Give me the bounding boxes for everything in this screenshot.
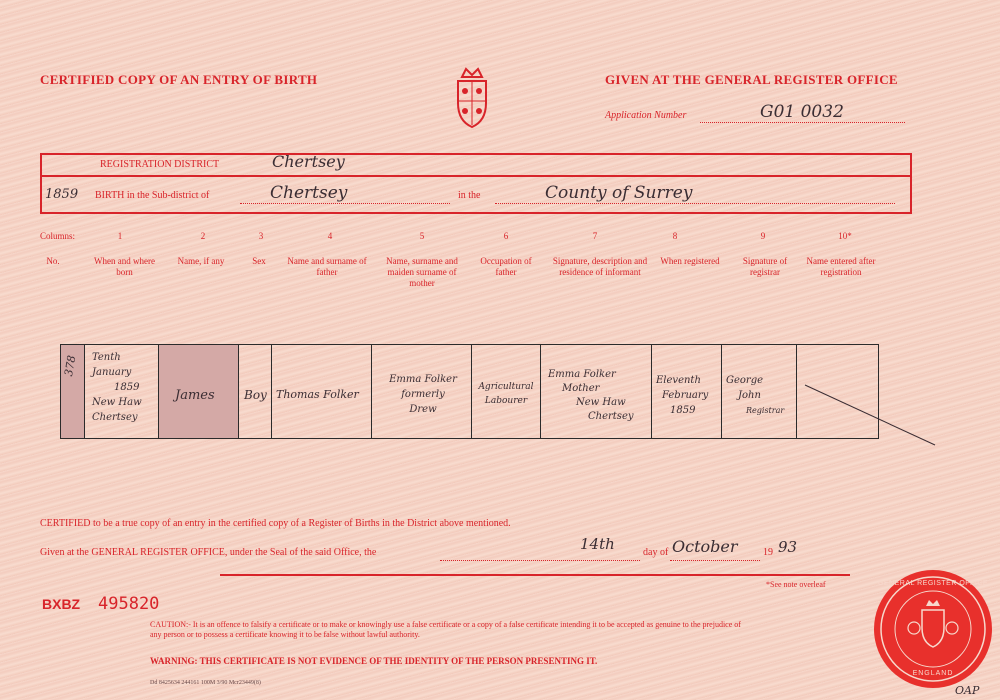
header-when-registered: When registered: [660, 256, 720, 266]
entry-when-where: [92, 350, 158, 425]
month-underline: [670, 560, 760, 561]
registered-year: 1859: [670, 405, 696, 416]
county-value: County of Surrey: [545, 183, 693, 203]
column-number: 6: [503, 231, 509, 241]
columns-label: Columns:: [40, 231, 76, 241]
registration-district-value: Chertsey: [272, 152, 345, 171]
header-name: Name, if any: [177, 256, 225, 266]
mother-formerly: formerly: [401, 389, 445, 400]
signature-line: [220, 574, 850, 576]
column-divider: [796, 344, 797, 439]
column-divider: [540, 344, 541, 439]
day-of-label: day of: [643, 547, 669, 558]
warning-text: WARNING: THIS CERTIFICATE IS NOT EVIDENCE OF THE IDENTITY OF THE PERSON PRESENTING IT.: [150, 656, 598, 666]
entry-bottom-border: [60, 438, 878, 439]
column-divider: [60, 344, 61, 439]
column-number: 10*: [838, 231, 852, 241]
column-divider: [471, 344, 472, 439]
column-divider: [651, 344, 652, 439]
registrar-first-name: George: [726, 375, 764, 386]
header-mother: Name, surname and maiden surname of mother: [386, 256, 458, 288]
header-after-registration: Name entered after registration: [806, 256, 876, 277]
entry-registrar: [726, 373, 796, 418]
header-occupation: Occupation of father: [480, 256, 532, 277]
application-number-value: G01 0032: [760, 102, 844, 122]
header-father: Name and surname of father: [287, 256, 367, 277]
header-when-where-born: When and where born: [94, 256, 155, 277]
entry-registered: [656, 373, 718, 418]
occupation-line: Agricultural: [478, 382, 534, 392]
general-register-office-seal: [874, 570, 992, 688]
entry-name: James: [175, 388, 215, 403]
mother-maiden-name: Drew: [409, 404, 437, 415]
registrar-title: Registrar: [746, 406, 785, 415]
certificate-title: CERTIFIED COPY OF AN ENTRY OF BIRTH: [40, 72, 318, 87]
certification-year: 93: [778, 538, 798, 556]
seal-bottom-text: ENGLAND: [912, 670, 954, 677]
application-underline: [700, 122, 905, 123]
footer-code: Dd 8425634 244161 100M 3/90 Mcr23449(8): [150, 680, 261, 686]
column-number: 9: [760, 231, 766, 241]
column-divider: [238, 344, 239, 439]
column-number: 8: [672, 231, 678, 241]
sub-district-label: BIRTH in the Sub-district of: [95, 190, 210, 201]
informant-relation: Mother: [562, 383, 600, 394]
header-no: No.: [46, 256, 60, 266]
day-underline: [440, 560, 640, 561]
entry-mother: [378, 372, 468, 417]
serial-number: 495820: [98, 594, 160, 614]
column-number: 7: [592, 231, 598, 241]
district-divider: [42, 175, 910, 177]
column-number: 5: [419, 231, 425, 241]
issuer-title: GIVEN AT THE GENERAL REGISTER OFFICE: [605, 72, 898, 87]
birth-year: 1859: [114, 382, 140, 393]
column-divider: [271, 344, 272, 439]
registrar-second-name: John: [738, 390, 761, 401]
informant-name: Emma Folker: [548, 369, 616, 380]
registered-day: Eleventh: [656, 375, 701, 386]
entry-sex: Boy: [244, 388, 267, 402]
birth-month: January: [92, 367, 132, 378]
column-number: 2: [200, 231, 206, 241]
certification-year-prefix: 19: [763, 547, 773, 558]
informant-residence: New Haw: [576, 397, 626, 408]
registration-district-label: REGISTRATION DISTRICT: [100, 159, 220, 170]
column-divider: [371, 344, 372, 439]
column-number: 4: [327, 231, 333, 241]
caution-text: CAUTION:- It is an offence to falsify a certificate or to make or knowingly use a false certificate or a copy of a false certificate intending it to be accepted as genuine to the prejudice of any person or to possess a certificate knowing it to be false without lawful authority.: [150, 620, 741, 639]
column-divider: [84, 344, 85, 439]
column-number: 1: [117, 231, 123, 241]
header-sex: Sex: [252, 256, 266, 266]
corner-mark: OAP: [955, 684, 980, 697]
mother-name: Emma Folker: [389, 374, 457, 385]
entry-father: Thomas Folker: [276, 388, 359, 401]
birth-town: Chertsey: [92, 412, 138, 423]
registered-month: February: [662, 390, 709, 401]
in-the-label: in the: [458, 190, 481, 201]
certification-month: October: [672, 537, 738, 556]
county-underline: [495, 203, 895, 204]
sub-district-value: Chertsey: [270, 183, 348, 203]
certification-day: 14th: [580, 535, 615, 553]
royal-crest-icon: [452, 65, 492, 130]
entry-number-text: 378: [62, 354, 79, 378]
entry-top-border: [60, 344, 878, 345]
column-number: 3: [258, 231, 264, 241]
sub-district-underline: [240, 203, 450, 204]
entry-informant: [548, 368, 648, 424]
certified-statement: CERTIFIED to be a true copy of an entry in the certified copy of a Register of Births in the District above mentioned.: [40, 518, 511, 529]
entry-occupation: [474, 380, 538, 408]
seal-top-text: GENERAL REGISTER OFFICE: [877, 580, 989, 587]
serial-prefix: BXBZ: [42, 596, 81, 612]
given-at-statement: Given at the GENERAL REGISTER OFFICE, under the Seal of the said Office, the: [40, 547, 377, 558]
column-divider: [158, 344, 159, 439]
registration-year: 1859: [45, 187, 79, 202]
column-divider: [721, 344, 722, 439]
informant-town: Chertsey: [588, 411, 634, 422]
header-registrar: Signature of registrar: [742, 256, 788, 277]
see-note-overleaf: *See note overleaf: [766, 580, 826, 589]
occupation-line: Labourer: [484, 396, 528, 406]
after-registration-strike: [800, 380, 940, 450]
birth-day: Tenth: [92, 352, 121, 363]
application-number-label: Application Number: [605, 110, 687, 121]
birth-place: New Haw: [92, 397, 142, 408]
header-informant: Signature, description and residence of informant: [552, 256, 648, 277]
